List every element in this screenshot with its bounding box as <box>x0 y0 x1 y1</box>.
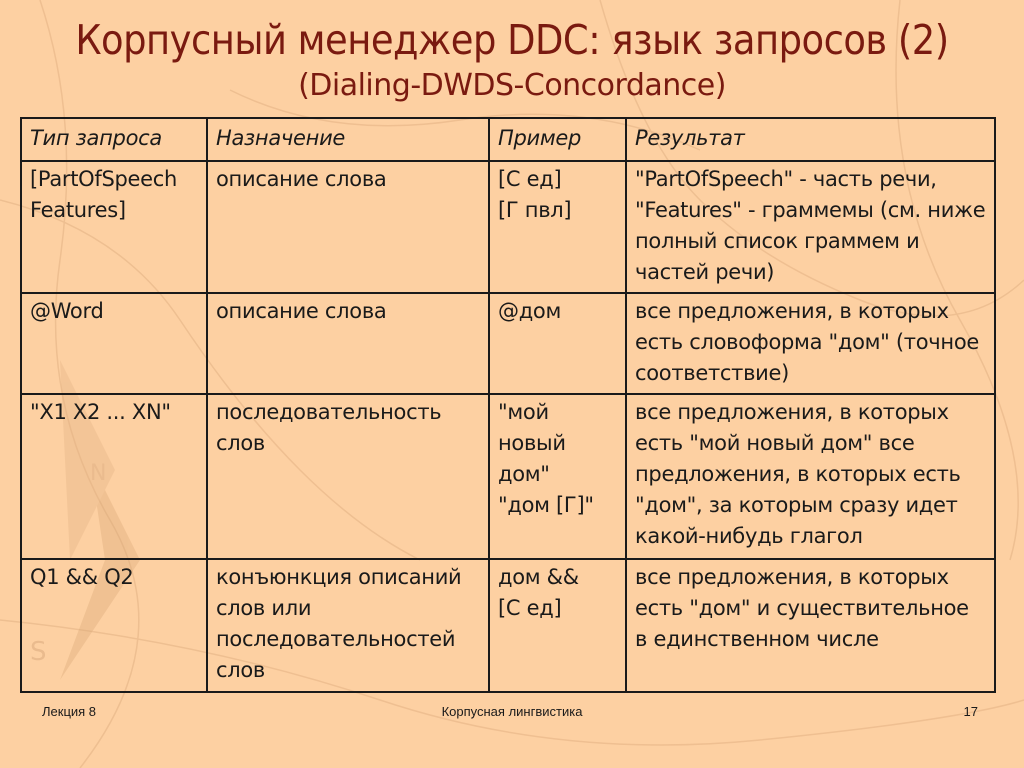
svg-text:S: S <box>30 637 47 667</box>
cell-example <box>489 293 626 394</box>
example-line: "дом [Г]" <box>498 493 594 517</box>
cell-purpose: конъюнкция описаний слов или последовательностей слов <box>207 559 489 692</box>
cell-query-type: Q1 && Q2 <box>21 559 207 692</box>
table-row <box>21 559 995 692</box>
cell-purpose: последовательность слов <box>207 394 489 559</box>
header-query-type: Тип запроса <box>21 118 207 161</box>
header-purpose: Назначение <box>207 118 489 161</box>
cell-purpose: описание слова <box>207 161 489 293</box>
table-row <box>21 293 995 394</box>
cell-query-type: "X1 X2 ... XN" <box>21 394 207 559</box>
example-line: @дом <box>498 299 562 323</box>
table-header-row <box>21 118 995 161</box>
example-line: [С ед] <box>498 596 562 620</box>
example-line: "мой новый дом" <box>498 400 566 486</box>
example-line: [Г пвл] <box>498 198 572 222</box>
header-result: Результат <box>626 118 995 161</box>
cell-result: все предложения, в которых есть словоформа "дом" (точное соответствие) <box>626 293 995 394</box>
example-line: дом && <box>498 565 579 589</box>
cell-example <box>489 394 626 559</box>
table-row <box>21 161 995 293</box>
cell-example <box>489 559 626 692</box>
cell-result: "PartOfSpeech" - часть речи, "Features" - граммемы (см. ниже полный список граммем и частей речи) <box>626 161 995 293</box>
query-language-table <box>20 117 996 693</box>
svg-text:N: N <box>90 461 107 486</box>
slide-subtitle: (Dialing-DWDS-Concordance) <box>298 68 726 103</box>
footer-page-number: 17 <box>963 704 978 719</box>
cell-result: все предложения, в которых есть "мой новый дом" все предложения, в которых есть "дом", за которым сразу идет какой-нибудь глагол <box>626 394 995 559</box>
footer-lecture: Лекция 8 <box>42 704 97 719</box>
cell-purpose: описание слова <box>207 293 489 394</box>
header-example: Пример <box>489 118 626 161</box>
slide-title: Корпусный менеджер DDC: язык запросов (2) <box>75 16 949 64</box>
example-line: [С ед] <box>498 167 562 191</box>
footer-course: Корпусная лингвистика <box>441 704 583 719</box>
cell-query-type: @Word <box>21 293 207 394</box>
cell-result: все предложения, в которых есть "дом" и существительное в единственном числе <box>626 559 995 692</box>
cell-example <box>489 161 626 293</box>
cell-query-type: [PartOfSpeech Features] <box>21 161 207 293</box>
table-row <box>21 394 995 559</box>
